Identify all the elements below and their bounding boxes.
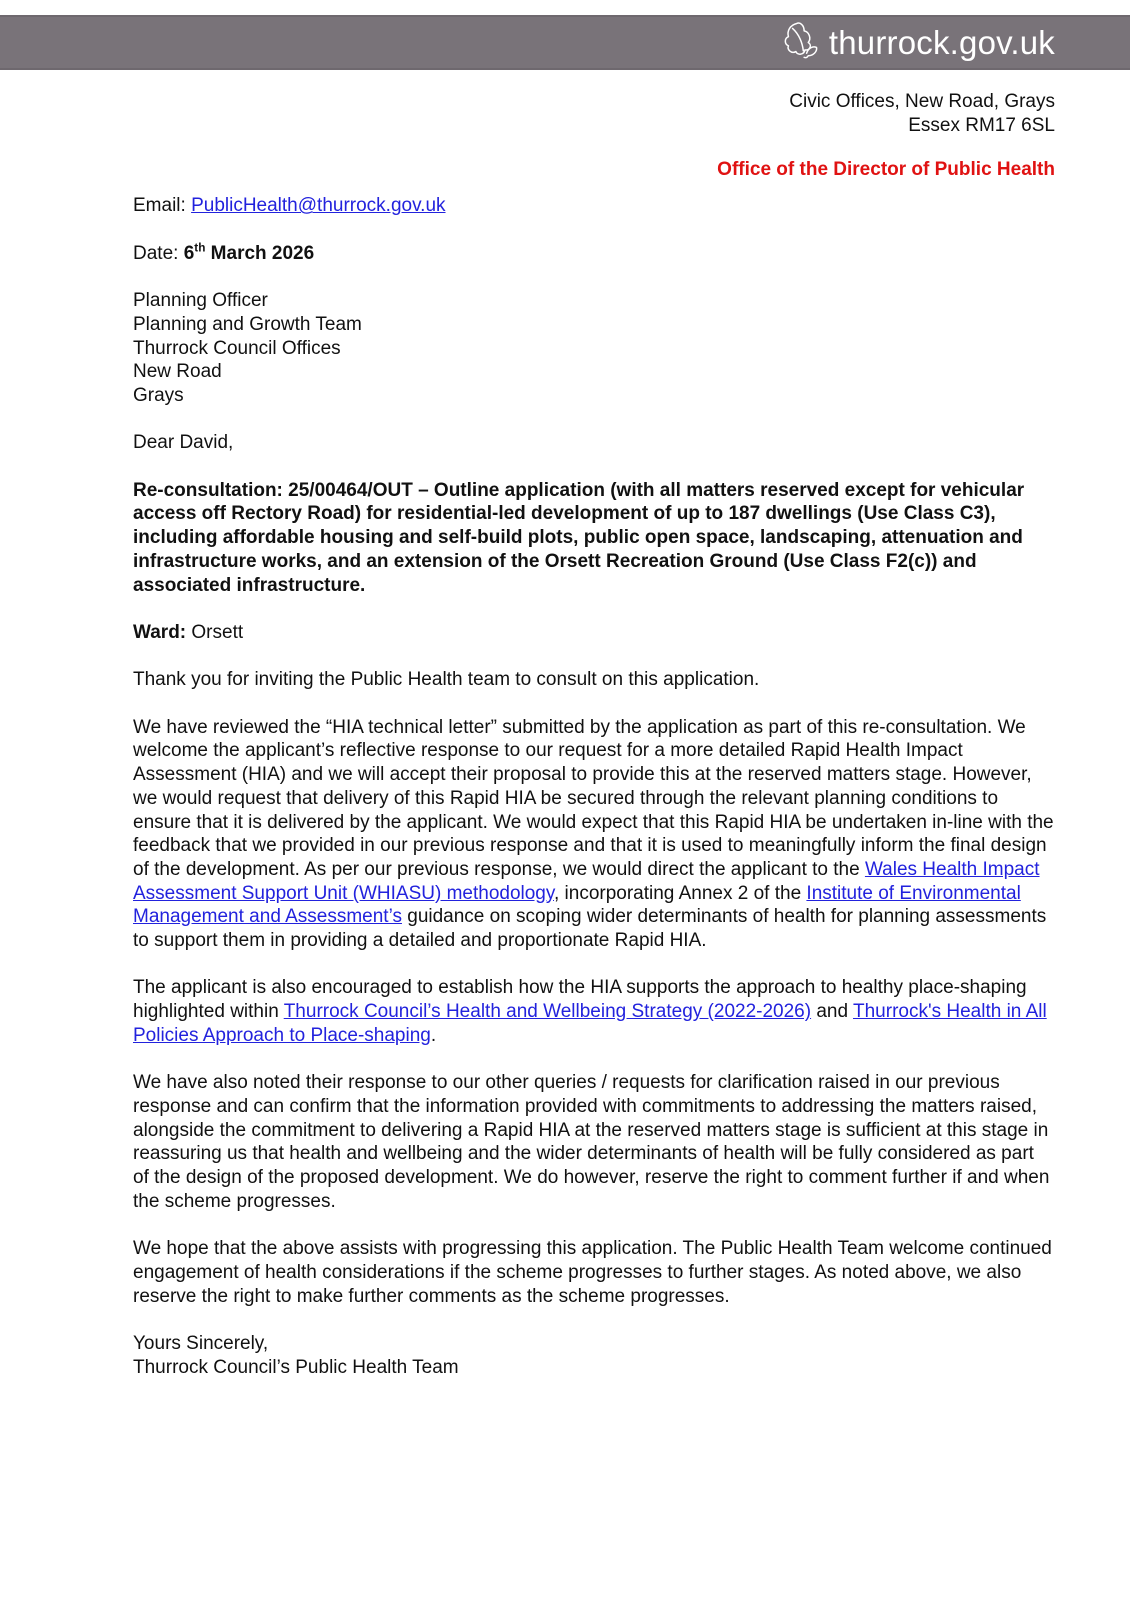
recipient-line: Planning Officer — [133, 290, 268, 312]
brand-text: thurrock.gov.uk — [828, 23, 1055, 61]
subject-heading: Re-consultation: 25/00464/OUT – Outline application (with all matters reserved except for vehicular access off Rectory Road) for residential-led development of up to 187 dwellings (Use Class C3), including affordable housing and self-build plots, public open space, landscaping, attenuation and infrastructure works, and an extension of the Orsett Recreation Ground (Use Class F2(c)) and associated infrastructure. — [133, 479, 1025, 596]
para-thanks: Thank you for inviting the Public Health team to consult on this application. — [133, 669, 760, 691]
date-label: Date: — [133, 242, 184, 264]
office-address-line2: Essex RM17 6SL — [908, 114, 1055, 136]
header-bar — [0, 15, 1130, 70]
whiasu-methodology-link[interactable]: Wales Health Impact Assessment Support Unit (WHIASU) methodology — [133, 858, 1040, 904]
brand-logo — [781, 19, 1055, 66]
email-line — [133, 194, 1055, 218]
para-text: We have reviewed the “HIA technical letter” submitted by the application as part of this re-consultation. We welcome the applicant’s reflective response to our request for a more detailed Rapid Health Impact Assessment (HIA) and we will accept their proposal to provide this at the reserved matters stage. However, we would request that delivery of this Rapid HIA be secured through the relevant planning conditions to ensure that it is delivered by the applicant. We would expect that this Rapid HIA be undertaken in-line with the feedback that we provided in our previous response and that it is used to meaningfully inform the final design of the development. As per our previous response, we would direct the applicant to the — [133, 716, 1054, 880]
signoff-line2: Thurrock Council’s Public Health Team — [133, 1356, 459, 1378]
ward-value: Orsett — [186, 621, 244, 643]
health-in-all-policies-link[interactable]: Thurrock's Health in All Policies Approach to Place-shaping — [133, 1001, 1047, 1046]
recipient-address — [133, 289, 1055, 408]
date-ordinal: th — [194, 241, 206, 255]
iema-link[interactable]: Institute of Environmental Management and Assessment’s — [133, 882, 1021, 928]
signoff-line1: Yours Sincerely, — [133, 1332, 269, 1354]
leaf-icon — [781, 19, 819, 66]
office-address — [0, 90, 1055, 137]
ward-line — [133, 621, 1055, 645]
email-link[interactable]: PublicHealth@thurrock.gov.uk — [191, 195, 446, 217]
email-label: Email: — [133, 195, 192, 217]
date-line — [133, 242, 1055, 266]
letter-body — [133, 194, 1055, 1379]
para-text: . — [430, 1024, 437, 1046]
recipient-line: Thurrock Council Offices — [133, 337, 341, 359]
para-clarification: We have also noted their response to our other queries / requests for clarification raised in our previous response and can confirm that the information provided with commitments to addressing the matters raised, alongside the commitment to delivering a Rapid HIA at the reserved matters stage is sufficient at this stage in reassuring us that health and wellbeing and the wider determinants of health will be fully considered as part of the design of the proposed development. We do however, reserve the right to comment further if and when the scheme progresses. — [133, 1072, 1050, 1212]
para-text: The applicant is also encouraged to establish how the HIA supports the approach to healthy place-shaping highlighted within — [133, 977, 1027, 1023]
department-heading: Office of the Director of Public Health — [717, 159, 1055, 181]
para-text: , incorporating Annex 2 of the — [553, 882, 807, 904]
para-text: guidance on scoping wider determinants of health for planning assessments to support them in providing a detailed and proportionate Rapid HIA. — [133, 906, 1047, 952]
para-closing: We hope that the above assists with progressing this application. The Public Health Team welcome continued engagement of health considerations if the scheme progresses to further stages. As noted above, we also reserve the right to make further comments as the scheme progresses. — [133, 1238, 1052, 1307]
recipient-line: New Road — [133, 361, 222, 383]
date-value: 6th March 2026 — [183, 241, 315, 264]
para-strategy — [133, 976, 1055, 1047]
signoff — [133, 1332, 1055, 1379]
recipient-line: Grays — [133, 385, 184, 406]
health-wellbeing-strategy-link[interactable]: Thurrock Council’s Health and Wellbeing Strategy (2022-2026) — [283, 1001, 812, 1023]
salutation: Dear David, — [133, 432, 234, 454]
para-hia-review — [133, 716, 1055, 953]
para-text: and — [811, 1001, 853, 1023]
ward-label: Ward: — [133, 621, 187, 643]
office-address-line1: Civic Offices, New Road, Grays — [789, 91, 1055, 112]
recipient-line: Planning and Growth Team — [133, 313, 362, 335]
